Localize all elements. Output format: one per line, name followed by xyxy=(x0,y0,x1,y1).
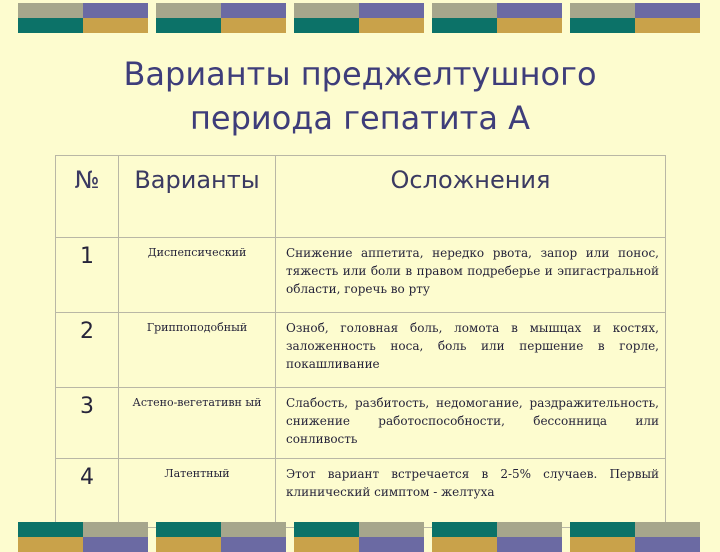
table-row xyxy=(56,388,666,459)
header-number: № xyxy=(56,156,119,238)
row-number: 4 xyxy=(56,459,119,528)
row-variant: Латентный xyxy=(119,459,276,528)
header-complications: Осложнения xyxy=(276,156,666,238)
row-variant: Диспепсический xyxy=(119,238,276,313)
slide-title-line-1: Варианты преджелтушного xyxy=(123,55,597,93)
slide-title-line-2: периода гепатита А xyxy=(190,99,530,137)
band-tile xyxy=(294,522,424,552)
row-complications: Снижение аппетита, нередко рвота, запор или понос, тяжесть или боли в правом подреберье и эпигастральной области, горечь во рту xyxy=(276,238,666,313)
slide-title xyxy=(0,52,720,140)
band-tile xyxy=(570,3,700,33)
table-row xyxy=(56,238,666,313)
table-row xyxy=(56,313,666,388)
band-tile xyxy=(18,522,148,552)
row-number: 1 xyxy=(56,238,119,313)
band-tile xyxy=(570,522,700,552)
top-decorative-band xyxy=(0,3,720,33)
band-tile xyxy=(432,522,562,552)
band-tile xyxy=(156,522,286,552)
row-complications: Слабость, разбитость, недомогание, раздражительность, снижение работоспособности, бессонница или сонливость xyxy=(276,388,666,459)
header-variants: Варианты xyxy=(119,156,276,238)
row-complications: Озноб, головная боль, ломота в мышцах и костях, заложенность носа, боль или першение в горле, покашливание xyxy=(276,313,666,388)
row-number: 2 xyxy=(56,313,119,388)
row-number: 3 xyxy=(56,388,119,459)
row-variant: Гриппоподобный xyxy=(119,313,276,388)
band-tile xyxy=(18,3,148,33)
variants-table xyxy=(55,155,666,528)
row-complications: Этот вариант встречается в 2-5% случаев. Первый клинический симптом - желтуха xyxy=(276,459,666,528)
table-row xyxy=(56,459,666,528)
bottom-decorative-band xyxy=(0,522,720,552)
band-tile xyxy=(156,3,286,33)
table-header-row xyxy=(56,156,666,238)
band-tile xyxy=(432,3,562,33)
row-variant: Астено-вегетативн ый xyxy=(119,388,276,459)
band-tile xyxy=(294,3,424,33)
